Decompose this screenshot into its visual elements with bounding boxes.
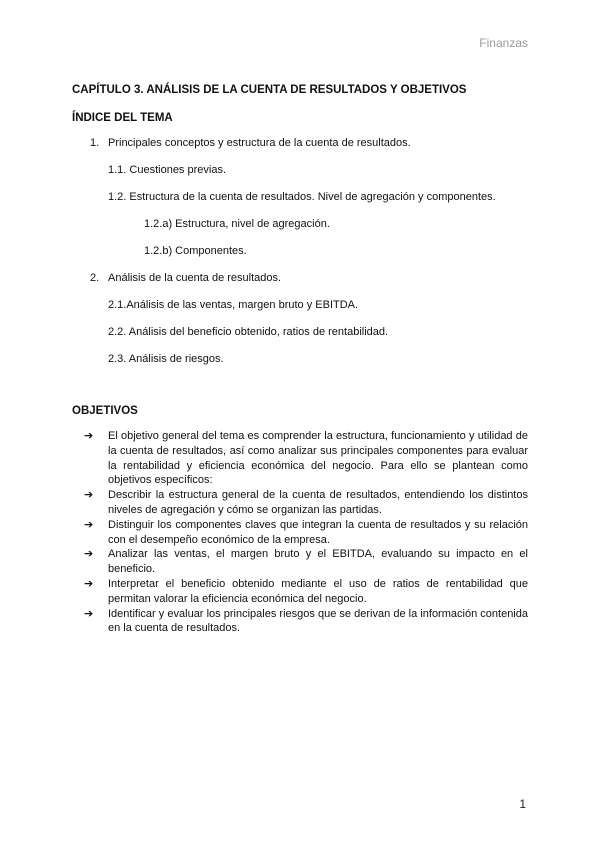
toc-item-text: 1.1. Cuestiones previas.	[108, 164, 227, 176]
toc-item-1-2	[72, 190, 528, 205]
toc-item-1-2-b	[72, 244, 528, 259]
arrow-right-icon: ➔	[84, 607, 94, 620]
toc-item-text: 1.2. Estructura de la cuenta de resultados. Nivel de agregación y componentes.	[108, 191, 496, 203]
toc-item-1-1	[72, 163, 528, 178]
chapter-title: CAPÍTULO 3. ANÁLISIS DE LA CUENTA DE RESULTADOS Y OBJETIVOS	[72, 84, 467, 96]
page-content	[72, 82, 528, 636]
arrow-right-icon: ➔	[84, 548, 94, 561]
toc-item-2	[72, 271, 528, 286]
toc-item-text: 1.2.b) Componentes.	[144, 245, 247, 257]
arrow-right-icon: ➔	[84, 577, 94, 590]
arrow-right-icon: ➔	[84, 518, 94, 531]
objective-text: Identificar y evaluar los principales riesgos que se derivan de la información contenida en la cuenta de resultados.	[108, 607, 528, 635]
objective-text: Describir la estructura general de la cuenta de resultados, entendiendo los distintos niveles de agregación y cómo se organizan las partidas.	[108, 489, 528, 516]
toc-item-text: 2.3. Análisis de riesgos.	[108, 353, 224, 365]
table-of-contents	[72, 136, 528, 367]
header-section-label: Finanzas	[479, 36, 528, 50]
toc-item-text: 2.1.Análisis de las ventas, margen bruto y EBITDA.	[108, 299, 359, 311]
objective-item	[84, 488, 528, 518]
toc-item-text: Principales conceptos y estructura de la cuenta de resultados.	[108, 137, 411, 149]
arrow-right-icon: ➔	[84, 430, 94, 442]
toc-item-number: 1.	[90, 137, 100, 149]
toc-item-2-2	[72, 325, 528, 340]
toc-item-number: 2.	[90, 272, 100, 284]
objectives-list	[72, 429, 528, 636]
arrow-right-icon: ➔	[84, 489, 94, 502]
objective-text: Analizar las ventas, el margen bruto y el EBITDA, evaluando su impacto en el beneficio.	[108, 548, 528, 576]
objective-text: El objetivo general del tema es comprender la estructura, funcionamiento y utilidad de la cuenta de resultados, así como analizar sus principales componentes para evaluar la rentabilidad y eficiencia económica del negocio. Para ello se plantean como objetivos específicos:	[108, 430, 528, 487]
objective-item	[84, 577, 528, 607]
toc-item-2-3	[72, 352, 528, 367]
toc-item-2-1	[72, 298, 528, 313]
toc-item-text: 1.2.a) Estructura, nivel de agregación.	[144, 218, 330, 230]
objective-item	[84, 607, 528, 637]
toc-item-text: 2.2. Análisis del beneficio obtenido, ratios de rentabilidad.	[108, 326, 389, 338]
objective-item	[84, 429, 528, 488]
toc-item-text: Análisis de la cuenta de resultados.	[108, 272, 282, 284]
toc-item-1-2-a	[72, 217, 528, 232]
index-title: ÍNDICE DEL TEMA	[72, 112, 173, 124]
toc-item-1	[72, 136, 528, 151]
objective-item	[84, 547, 528, 577]
page-number: 1	[519, 797, 526, 811]
objective-text: Distinguir los componentes claves que integran la cuenta de resultados y su relación con el desempeño económico de la empresa.	[108, 518, 528, 546]
objectives-title: OBJETIVOS	[72, 405, 138, 417]
objective-text: Interpretar el beneficio obtenido mediante el uso de ratios de rentabilidad que permitan valorar la eficiencia económica del negocio.	[108, 577, 528, 605]
objective-item	[84, 518, 528, 548]
